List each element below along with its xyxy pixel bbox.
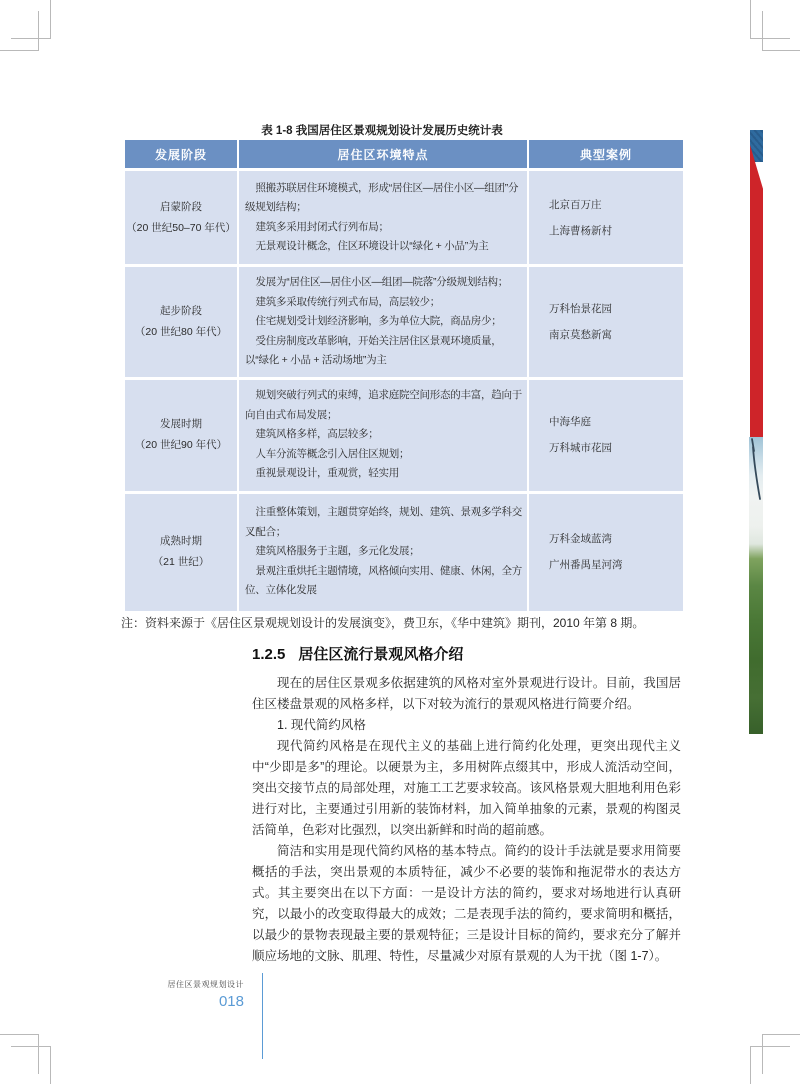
cases-cell: [529, 380, 683, 491]
features-cell: [239, 380, 527, 491]
crop-mark-bottom-left-outer: [0, 1034, 39, 1074]
stage-line: （20 世纪50–70 年代）: [126, 221, 236, 234]
feature-item: 无景观设计概念，住区环境设计以“绿化 + 小品”为主: [255, 240, 489, 252]
feature-item: 规划突破行列式的束缚，追求庭院空间形态的丰富，趋向于向自由式布局发展；: [245, 389, 522, 421]
crop-mark-bottom-right-outer: [762, 1034, 800, 1074]
body-paragraph: 现代简约风格是在现代主义的基础上进行简约化处理，更突出现代主义中“少即是多”的理论。以硬景为主，多用树阵点缀其中，形成人流活动空间，突出交接节点的局部处理，对施工工艺要求较高。该风格景观大胆地利用色彩进行对比，主要通过引用新的装饰材料，加入简单抽象的元素，景观的构图灵活简单，色彩对比强烈，以突出新鲜和时尚的超前感。: [252, 739, 681, 837]
section-number: 1.2.5: [252, 646, 286, 663]
body-paragraph: 简洁和实用是现代简约风格的基本特点。简约的设计手法就是要求用简要概括的手法，突出景观的本质特征，减少不必要的装饰和拖泥带水的表达方式。其主要突出在以下方面：一是设计方法的简约，要求对场地进行认真研究，以最小的改变取得最大的成效；二是表现手法的简约，要求简明和概括，以最少的景物表现最主要的景观特征；三是设计目标的简约，要求充分了解并顺应场地的文脉、肌理、特性，尽量减少对原有景观的人为干扰（图 1-7）。: [252, 844, 681, 963]
crop-mark-top-right-inner: [762, 11, 800, 51]
feature-item: 建筑风格多样，高层较多；: [255, 428, 379, 441]
edge-strip-red: [750, 145, 763, 437]
stage-line: 成熟时期: [160, 535, 202, 547]
features-cell: [239, 267, 527, 377]
section-title: 居住区流行景观风格介绍: [298, 646, 464, 663]
feature-item: 人车分流等概念引入居住区规划；: [255, 447, 410, 460]
table-row: [125, 267, 683, 377]
table-source-note: 注：资料来源于《居住区景观规划设计的发展演变》，费卫东，《华中建筑》期刊，2010 年第 8 期。: [121, 616, 645, 630]
feature-item: 景观注重烘托主题情境，风格倾向实用、健康、休闲，全方位、立体化发展: [245, 564, 522, 597]
history-table: [125, 140, 683, 611]
case-line: 中海华庭: [549, 416, 591, 428]
feature-item: 建筑多采取传统行列式布局，高层较少；: [255, 295, 440, 308]
crop-mark-top-left-inner: [0, 11, 39, 51]
feature-item: 发展为“居住区—居住小区—组团—院落”分级规划结构；: [255, 276, 508, 288]
table-row: [125, 380, 683, 491]
stage-cell: [125, 267, 237, 377]
page-number: 018: [218, 993, 244, 1010]
case-line: 南京莫愁新寓: [549, 328, 612, 341]
feature-item: 建筑风格服务于主题，多元化发展；: [255, 545, 420, 558]
table-row: [125, 171, 683, 264]
stage-line: 启蒙阶段: [160, 200, 202, 213]
feature-item: 照搬苏联居住环境模式，形成“居住区—居住小区—组团”分级规划结构；: [245, 181, 519, 213]
stage-cell: [125, 380, 237, 491]
feature-item: 受住房制度改革影响，开始关注居住区景观环境质量，以“绿化 + 小品 + 活动场地”为主: [245, 334, 502, 366]
page-footer: [120, 979, 244, 1010]
feature-item: 住宅规划受计划经济影响，多为单位大院，商品房少；: [255, 315, 502, 327]
case-line: 北京百万庄: [549, 198, 602, 211]
section-content: [252, 643, 681, 967]
footer-divider-line: [262, 973, 263, 1059]
stage-line: （20 世纪90 年代）: [134, 439, 228, 451]
cases-cell: [529, 494, 683, 611]
case-line: 万科城市花园: [549, 442, 612, 454]
case-line: 万科怡景花园: [549, 302, 612, 315]
feature-item: 建筑多采用封闭式行列布局；: [255, 220, 389, 233]
crop-mark-top-left-outer: [11, 0, 51, 39]
stage-line: （20 世纪80 年代）: [134, 325, 228, 338]
crop-mark-bottom-left-inner: [11, 1046, 51, 1084]
crop-mark-top-right-outer: [750, 0, 790, 39]
features-cell: [239, 171, 527, 264]
stage-line: （21 世纪）: [152, 556, 210, 568]
footer-book-title: 居住区景观规划设计: [167, 980, 244, 989]
column-header-stage: 发展阶段: [125, 140, 237, 168]
cases-cell: [529, 267, 683, 377]
table-caption: 表 1-8 我国居住区景观规划设计发展历史统计表: [261, 125, 503, 137]
photo-branch: [749, 437, 763, 517]
case-line: 万科金域蓝湾: [549, 533, 612, 545]
stage-line: 起步阶段: [160, 304, 202, 317]
photo-strip-thumbnail: [749, 437, 763, 734]
table-header-row: [125, 140, 683, 168]
crop-mark-bottom-right-inner: [750, 1046, 790, 1084]
table-row: [125, 494, 683, 611]
column-header-features: 居住区环境特点: [239, 140, 527, 168]
history-table-rows: [125, 171, 683, 611]
section-heading: [252, 643, 681, 664]
feature-item: 注重整体策划，主题贯穿始终，规划、建筑、景观多学科交叉配合；: [245, 506, 522, 538]
stage-line: 发展时期: [160, 418, 202, 430]
stage-cell: [125, 171, 237, 264]
cases-cell: [529, 171, 683, 264]
case-line: 上海曹杨新村: [549, 224, 612, 237]
feature-item: 重视景观设计，重观赏，轻实用: [255, 467, 399, 480]
stage-cell: [125, 494, 237, 611]
case-line: 广州番禺星河湾: [549, 559, 623, 571]
body-paragraph: 现在的居住区景观多依据建筑的风格对室外景观进行设计。目前，我国居住区楼盘景观的风格多样，以下对较为流行的景观风格进行简要介绍。: [252, 676, 681, 711]
column-header-cases: 典型案例: [529, 140, 683, 168]
features-cell: [239, 494, 527, 611]
list-item-heading: 1. 现代简约风格: [277, 718, 366, 732]
